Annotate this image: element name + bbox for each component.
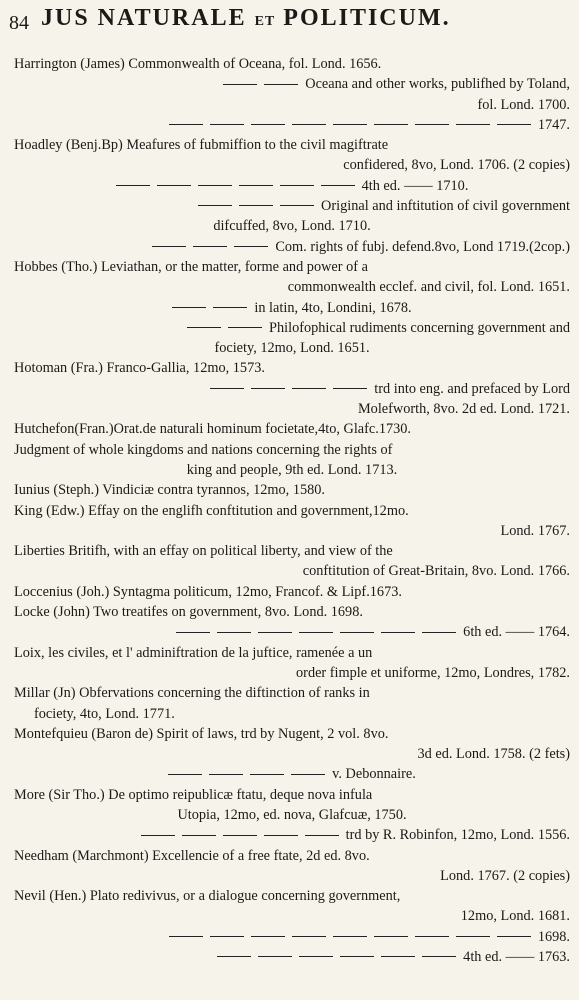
entry-text: trd into eng. and prefaced by Lord bbox=[374, 380, 570, 397]
ditto-dash bbox=[374, 936, 408, 937]
ditto-dash bbox=[292, 388, 326, 389]
entry-line bbox=[14, 196, 570, 216]
ditto-dash bbox=[176, 632, 210, 633]
entry-line bbox=[14, 683, 570, 703]
entry-text: Lond. 1767. bbox=[500, 522, 570, 539]
entry-text: 6th ed. —— 1764. bbox=[463, 624, 570, 641]
ditto-dashes bbox=[141, 825, 346, 845]
title-part-2: POLITICUM. bbox=[283, 5, 451, 31]
ditto-dash bbox=[415, 124, 449, 125]
entry-text: King (Edw.) Effay on the englifh conftitution and government,12mo. bbox=[14, 502, 409, 519]
ditto-dash bbox=[292, 124, 326, 125]
ditto-dash bbox=[292, 936, 326, 937]
ditto-dash bbox=[228, 327, 262, 328]
ditto-dash bbox=[152, 246, 186, 247]
entry-text: king and people, 9th ed. Lond. 1713. bbox=[186, 461, 398, 478]
ditto-dash bbox=[169, 936, 203, 937]
ditto-dash bbox=[333, 124, 367, 125]
entry-text: 1747. bbox=[537, 116, 570, 133]
ditto-dash bbox=[169, 124, 203, 125]
entry-line bbox=[14, 521, 570, 541]
entry-text: More (Sir Tho.) De optimo reipublicæ ftatu, deque nova infula bbox=[14, 786, 373, 803]
ditto-dash bbox=[456, 936, 490, 937]
title-small-word: ET bbox=[254, 14, 276, 29]
ditto-dashes bbox=[116, 176, 362, 196]
ditto-dash bbox=[217, 632, 251, 633]
ditto-dash bbox=[280, 205, 314, 206]
entry-line bbox=[14, 115, 570, 135]
entry-line bbox=[14, 135, 570, 155]
entry-text: Montefquieu (Baron de) Spirit of laws, trd by Nugent, 2 vol. 8vo. bbox=[14, 725, 389, 742]
entry-line bbox=[14, 155, 570, 175]
entry-line bbox=[14, 176, 570, 196]
entry-line bbox=[14, 419, 570, 439]
ditto-dash bbox=[210, 388, 244, 389]
entry-line bbox=[14, 663, 570, 683]
entry-text: Hutchefon(Fran.)Orat.de naturali hominum focietate,4to, Glafc.1730. bbox=[14, 421, 412, 438]
entry-text: Iunius (Steph.) Vindiciæ contra tyrannos, 12mo, 1580. bbox=[14, 482, 325, 499]
entry-line bbox=[14, 95, 570, 115]
entry-text: difcuffed, 8vo, Lond. 1710. bbox=[213, 218, 371, 235]
entry-text: 12mo, Lond. 1681. bbox=[460, 908, 570, 925]
entry-text: Loix, les civiles, et l' adminiftration de la juftice, ramenée a un bbox=[14, 644, 373, 661]
entry-line bbox=[14, 764, 570, 784]
entry-line bbox=[14, 501, 570, 521]
entry-text: Molefworth, 8vo. 2d ed. Lond. 1721. bbox=[357, 401, 570, 418]
ditto-dashes bbox=[168, 764, 332, 784]
ditto-dash bbox=[280, 185, 314, 186]
ditto-dashes bbox=[152, 237, 275, 257]
ditto-dash bbox=[217, 956, 251, 957]
ditto-dash bbox=[116, 185, 150, 186]
entry-text: in latin, 4to, Londini, 1678. bbox=[254, 299, 412, 316]
ditto-dash bbox=[497, 124, 531, 125]
entry-text: Original and inftitution of civil government bbox=[321, 198, 570, 215]
page-number: 84 bbox=[9, 12, 29, 34]
entry-line bbox=[14, 785, 570, 805]
entry-text: Liberties Britifh, with an effay on political liberty, and view of the bbox=[14, 543, 393, 560]
ditto-dashes bbox=[198, 196, 321, 216]
entry-text: 4th ed. —— 1763. bbox=[463, 949, 570, 966]
entry-text: confidered, 8vo, Lond. 1706. (2 copies) bbox=[343, 157, 570, 174]
ditto-dash bbox=[333, 936, 367, 937]
entry-line bbox=[14, 338, 570, 358]
entry-text: Utopia, 12mo, ed. nova, Glafcuæ, 1750. bbox=[177, 806, 407, 823]
entry-text: Harrington (James) Commonwealth of Oceana, fol. Lond. 1656. bbox=[14, 56, 382, 72]
ditto-dash bbox=[340, 632, 374, 633]
ditto-dash bbox=[422, 956, 456, 957]
ditto-dashes bbox=[223, 74, 305, 94]
entry-text: Millar (Jn) Obfervations concerning the diftinction of ranks in bbox=[14, 685, 370, 702]
entry-text: Hotoman (Fra.) Franco-Gallia, 12mo, 1573. bbox=[14, 360, 265, 377]
entry-text: Judgment of whole kingdoms and nations concerning the rights of bbox=[14, 441, 393, 458]
ditto-dash bbox=[198, 205, 232, 206]
entry-line bbox=[14, 704, 570, 724]
ditto-dash bbox=[258, 956, 292, 957]
ditto-dashes bbox=[169, 115, 538, 135]
ditto-dash bbox=[168, 774, 202, 775]
entry-text: Com. rights of fubj. defend.8vo, Lond 1719.(2cop.) bbox=[275, 238, 570, 255]
entry-line bbox=[14, 947, 570, 967]
entry-line bbox=[14, 277, 570, 297]
ditto-dash bbox=[182, 835, 216, 836]
ditto-dash bbox=[456, 124, 490, 125]
running-title bbox=[41, 5, 451, 32]
entry-line bbox=[14, 582, 570, 602]
entry-text: Needham (Marchmont) Excellencie of a free ftate, 2d ed. 8vo. bbox=[14, 847, 370, 864]
entry-line bbox=[14, 257, 570, 277]
page-header bbox=[9, 5, 574, 39]
entry-line bbox=[14, 216, 570, 236]
entry-text: conftitution of Great-Britain, 8vo. Lond. 1766. bbox=[302, 563, 570, 580]
ditto-dash bbox=[415, 936, 449, 937]
entry-text: Locke (John) Two treatifes on government, 8vo. Lond. 1698. bbox=[14, 604, 363, 621]
ditto-dashes bbox=[169, 927, 538, 947]
entry-text: Loccenius (Joh.) Syntagma politicum, 12mo, Francof. & Lipf.1673. bbox=[14, 583, 402, 600]
entry-text: 3d ed. Lond. 1758. (2 fets) bbox=[417, 746, 570, 763]
ditto-dash bbox=[213, 307, 247, 308]
ditto-dash bbox=[381, 632, 415, 633]
ditto-dash bbox=[305, 835, 339, 836]
entry-line bbox=[14, 318, 570, 338]
ditto-dash bbox=[251, 936, 285, 937]
entry-line bbox=[14, 298, 570, 318]
ditto-dash bbox=[374, 124, 408, 125]
entry-line bbox=[14, 927, 570, 947]
entry-line bbox=[14, 379, 570, 399]
entry-text: 4th ed. —— 1710. bbox=[361, 177, 469, 194]
ditto-dash bbox=[299, 956, 333, 957]
ditto-dashes bbox=[187, 318, 269, 338]
ditto-dash bbox=[234, 246, 268, 247]
entry-text: order fimple et uniforme, 12mo, Londres, 1782. bbox=[296, 664, 570, 681]
ditto-dash bbox=[223, 84, 257, 85]
entry-line bbox=[14, 54, 570, 74]
entry-text: fociety, 4to, Lond. 1771. bbox=[34, 705, 175, 722]
entry-line bbox=[14, 602, 570, 622]
ditto-dash bbox=[210, 936, 244, 937]
entry-line bbox=[14, 237, 570, 257]
ditto-dash bbox=[497, 936, 531, 937]
entry-line bbox=[14, 846, 570, 866]
entry-line bbox=[14, 906, 570, 926]
entry-text: Hoadley (Benj.Bp) Meafures of fubmiffion to the civil magiftrate bbox=[14, 137, 389, 154]
entry-line bbox=[14, 74, 570, 94]
title-part-1: JUS NATURALE bbox=[41, 5, 247, 31]
ditto-dash bbox=[198, 185, 232, 186]
entry-text: Nevil (Hen.) Plato redivivus, or a dialogue concerning government, bbox=[14, 888, 401, 905]
ditto-dash bbox=[264, 835, 298, 836]
entry-text: Philofophical rudiments concerning government and bbox=[269, 319, 570, 336]
ditto-dash bbox=[193, 246, 227, 247]
entry-line bbox=[14, 480, 570, 500]
ditto-dashes bbox=[176, 622, 463, 642]
ditto-dash bbox=[251, 124, 285, 125]
ditto-dash bbox=[258, 632, 292, 633]
ditto-dash bbox=[223, 835, 257, 836]
entry-line bbox=[14, 805, 570, 825]
ditto-dash bbox=[239, 185, 273, 186]
entry-text: Hobbes (Tho.) Leviathan, or the matter, forme and power of a bbox=[14, 258, 368, 275]
ditto-dash bbox=[157, 185, 191, 186]
entry-line bbox=[14, 440, 570, 460]
ditto-dash bbox=[381, 956, 415, 957]
ditto-dash bbox=[299, 632, 333, 633]
ditto-dash bbox=[209, 774, 243, 775]
ditto-dash bbox=[239, 205, 273, 206]
entry-line bbox=[14, 643, 570, 663]
ditto-dash bbox=[141, 835, 175, 836]
ditto-dashes bbox=[172, 298, 254, 318]
bibliography-entries bbox=[14, 54, 570, 967]
entry-line bbox=[14, 866, 570, 886]
entry-line bbox=[14, 399, 570, 419]
ditto-dash bbox=[187, 327, 221, 328]
entry-text: fol. Lond. 1700. bbox=[477, 96, 570, 113]
entry-line bbox=[14, 622, 570, 642]
ditto-dash bbox=[422, 632, 456, 633]
ditto-dash bbox=[210, 124, 244, 125]
entry-line bbox=[14, 561, 570, 581]
entry-text: Lond. 1767. (2 copies) bbox=[440, 867, 570, 884]
ditto-dash bbox=[251, 388, 285, 389]
entry-line bbox=[14, 825, 570, 845]
ditto-dash bbox=[333, 388, 367, 389]
ditto-dash bbox=[264, 84, 298, 85]
ditto-dashes bbox=[210, 379, 374, 399]
ditto-dash bbox=[291, 774, 325, 775]
entry-text: commonwealth ecclef. and civil, fol. Lond. 1651. bbox=[287, 279, 570, 296]
entry-text: v. Debonnaire. bbox=[332, 766, 416, 783]
entry-line bbox=[14, 358, 570, 378]
entry-text: 1698. bbox=[537, 928, 570, 945]
entry-text: fociety, 12mo, Lond. 1651. bbox=[214, 340, 370, 357]
ditto-dash bbox=[321, 185, 355, 186]
entry-text: Oceana and other works, publifhed by Toland, bbox=[305, 76, 570, 93]
entry-line bbox=[14, 460, 570, 480]
ditto-dash bbox=[172, 307, 206, 308]
entry-line bbox=[14, 541, 570, 561]
entry-text: trd by R. Robinfon, 12mo, Lond. 1556. bbox=[345, 827, 570, 844]
ditto-dash bbox=[340, 956, 374, 957]
entry-line bbox=[14, 744, 570, 764]
ditto-dash bbox=[250, 774, 284, 775]
entry-line bbox=[14, 724, 570, 744]
ditto-dashes bbox=[217, 947, 463, 967]
entry-line bbox=[14, 886, 570, 906]
